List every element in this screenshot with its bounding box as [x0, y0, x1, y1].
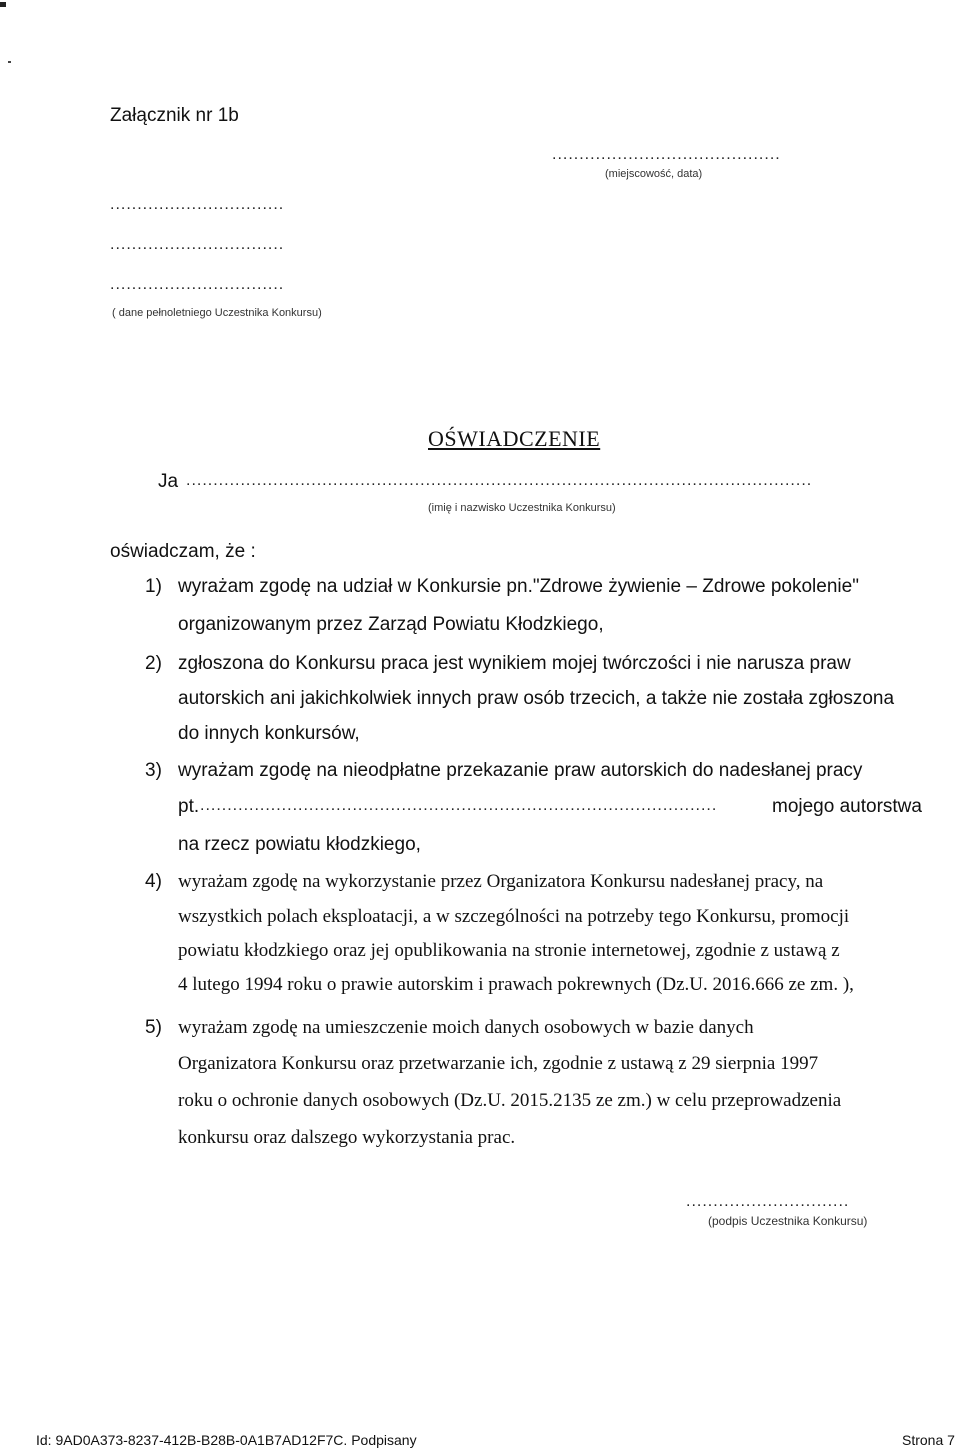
item-5-line-2: Organizatora Konkursu oraz przetwarzanie ich, zgodnie z ustawą z 29 sierpnia 1997 [178, 1053, 819, 1074]
name-line: ................................................................................................................... [186, 472, 813, 489]
item-4-line-4: 4 lutego 1994 roku o prawie autorskim i prawach pokrewnych (Dz.U. 2016.666 ze zm. ), [178, 974, 854, 995]
adult-data-line-1: ................................ [110, 196, 285, 213]
item-number-3: 3) [145, 760, 162, 781]
adult-data-line-2: ................................ [110, 236, 285, 253]
signature-line: .............................. [686, 1193, 850, 1210]
item-3-line-3: na rzecz powiatu kłodzkiego, [178, 834, 421, 855]
document-id: Id: 9AD0A373-8237-412B-B28B-0A1B7AD12F7C. Podpisany [36, 1432, 417, 1448]
item-3-authorship: mojego autorstwa [772, 796, 922, 817]
item-number-4: 4) [145, 871, 162, 892]
scan-mark [8, 61, 11, 63]
scan-mark [0, 2, 6, 7]
adult-data-caption: ( dane pełnoletniego Uczestnika Konkursu) [112, 307, 322, 319]
item-number-5: 5) [145, 1017, 162, 1038]
item-5-line-1: wyrażam zgodę na umieszczenie moich danych osobowych w bazie danych [178, 1017, 754, 1038]
attachment-label: Załącznik nr 1b [110, 105, 239, 126]
item-4-line-2: wszystkich polach eksploatacji, a w szczególności na potrzeby tego Konkursu, promocji [178, 906, 850, 927]
place-date-caption: (miejscowość, data) [605, 168, 703, 180]
item-5-line-3: roku o ochronie danych osobowych (Dz.U. 2015.2135 ze zm.) w celu przeprowadzenia [178, 1090, 842, 1111]
ja-label: Ja [158, 471, 179, 492]
item-3-pt-label: pt. [178, 796, 200, 817]
item-1-line-1: wyrażam zgodę na udział w Konkursie pn."Zdrowe żywienie – Zdrowe pokolenie" [178, 576, 859, 597]
item-4-line-1: wyrażam zgodę na wykorzystanie przez Organizatora Konkursu nadesłanej pracy, na [178, 871, 824, 892]
item-2-line-1: zgłoszona do Konkursu praca jest wynikiem mojej twórczości i nie narusza praw [178, 653, 851, 674]
signature-caption: (podpis Uczestnika Konkursu) [708, 1214, 868, 1228]
page-number: Strona 7 [902, 1432, 955, 1448]
item-5-line-4: konkursu oraz dalszego wykorzystania prac. [178, 1127, 516, 1148]
declare-label: oświadczam, że : [110, 541, 256, 562]
name-caption: (imię i nazwisko Uczestnika Konkursu) [428, 502, 616, 514]
work-title-line: ............................................................................................... [200, 797, 718, 814]
item-number-1: 1) [145, 576, 162, 597]
item-3-line-1: wyrażam zgodę na nieodpłatne przekazanie praw autorskich do nadesłanej pracy [178, 760, 863, 781]
item-number-2: 2) [145, 653, 162, 674]
place-date-line: .......................................... [552, 146, 781, 163]
item-2-line-2: autorskich ani jakichkolwiek innych praw osób trzecich, a także nie została zgłoszona [178, 688, 895, 709]
adult-data-line-3: ................................ [110, 276, 285, 293]
item-1-line-2: organizowanym przez Zarząd Powiatu Kłodzkiego, [178, 614, 604, 635]
item-2-line-3: do innych konkursów, [178, 723, 360, 744]
document-title: OŚWIADCZENIE [428, 426, 601, 451]
item-4-line-3: powiatu kłodzkiego oraz jej opublikowania na stronie internetowej, zgodnie z ustawą z [178, 940, 840, 961]
